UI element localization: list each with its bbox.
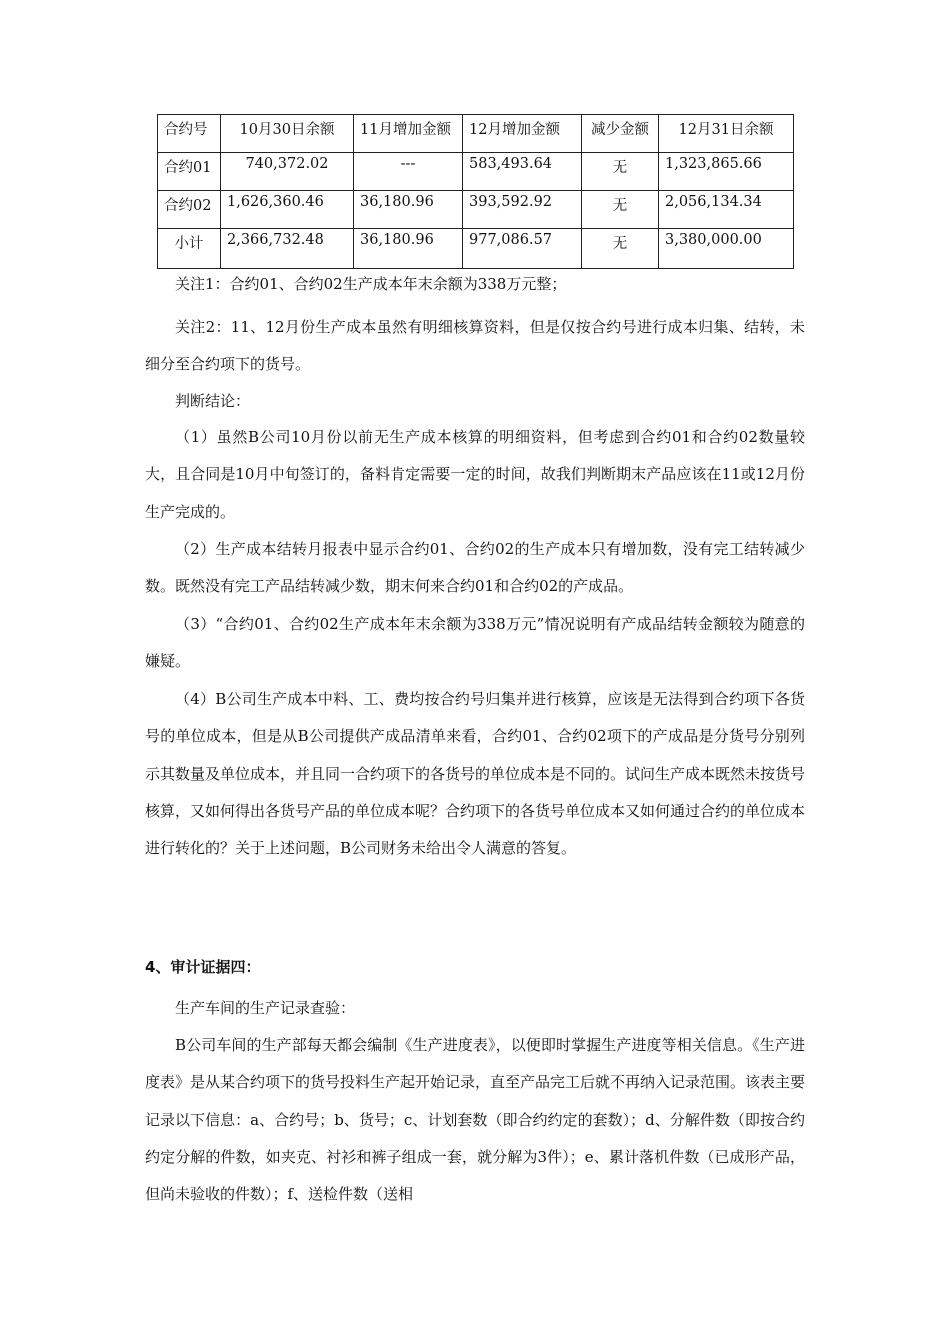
header-cell: 11月增加金额: [354, 115, 463, 153]
judgment-point-3: （3）“合约01、合约02生产成本年末余额为338万元”情况说明有产成品结转金额较为随意的嫌疑。: [145, 615, 805, 671]
table-header-row: [158, 115, 794, 153]
table-cell: 740,372.02: [221, 153, 354, 191]
table-cell: 无: [582, 229, 659, 269]
table-cell: 36,180.96: [354, 191, 463, 229]
table-cell: 3,380,000.00: [659, 229, 794, 269]
table-cell: 393,592.92: [463, 191, 582, 229]
table-cell: 2,056,134.34: [659, 191, 794, 229]
section-paragraph: B公司车间的生产部每天都会编制《生产进度表》，以便即时掌握生产进度等相关信息。《生产进度表》是从某合约项下的货号投料生产起开始记录，直至产品完工后就不再纳入记录范围。该表主要记录以下信息：a、合约号；b、货号；c、计划套数（即合约约定的套数）；d、分解件数（即按合约约定分解的件数，如夹克、衬衫和裤子组成一套，就分解为3件）；e、累计落机件数（已成形产品，但尚未验收的件数）；f、送检件数（送相: [145, 1036, 806, 1204]
table-cell: 36,180.96: [354, 229, 463, 269]
table-cell: 977,086.57: [463, 229, 582, 269]
judgment-point-1: （1）虽然B公司10月份以前无生产成本核算的明细资料，但考虑到合约01和合约02数量较大，且合同是10月中旬签订的，备料肯定需要一定的时间，故我们判断期末产品应该在11或12月份生产完成的。: [145, 428, 805, 521]
table-cell: 1,323,865.66: [659, 153, 794, 191]
judgment-point-4: （4）B公司生产成本中料、工、费均按合约号归集并进行核算，应该是无法得到合约项下各货号的单位成本，但是从B公司提供产成品清单来看，合约01、合约02项下的产成品是分货号分别列示其数量及单位成本，并且同一合约项下的各货号的单位成本是不同的。试问生产成本既然未按货号核算，又如何得出各货号产品的单位成本呢？合约项下的各货号单位成本又如何通过合约的单位成本进行转化的？关于上述问题，B公司财务未给出令人满意的答复。: [145, 690, 806, 858]
table-row: [158, 153, 794, 191]
table-cell: 合约01: [158, 153, 221, 191]
judgment-title: 判断结论：: [175, 392, 251, 410]
header-cell: 12月增加金额: [463, 115, 582, 153]
header-cell: 12月31日余额: [659, 115, 794, 153]
header-cell: 减少金额: [582, 115, 659, 153]
table-cell: 小计: [158, 229, 221, 269]
judgment-point-2: （2）生产成本结转月报表中显示合约01、合约02的生产成本只有增加数，没有完工结转减少数。既然没有完工产品结转减少数，期末何来合约01和合约02的产成品。: [145, 540, 805, 596]
note-1: 关注1：合约01、合约02生产成本年末余额为338万元整；: [175, 275, 567, 293]
header-cell: 合约号: [158, 115, 221, 153]
note-2: 关注2：11、12月份生产成本虽然有明细核算资料，但是仅按合约号进行成本归集、结转，未细分至合约项下的货号。: [145, 318, 805, 374]
section-subtitle: 生产车间的生产记录查验：: [175, 999, 356, 1017]
table-cell: 无: [582, 153, 659, 191]
table-cell: 583,493.64: [463, 153, 582, 191]
table-cell: ---: [354, 153, 463, 191]
section-heading: 4、审计证据四：: [145, 958, 261, 976]
cost-table: [157, 114, 794, 269]
table-cell: 1,626,360.46: [221, 191, 354, 229]
table-cell: 2,366,732.48: [221, 229, 354, 269]
table-row: [158, 229, 794, 269]
table-cell: 合约02: [158, 191, 221, 229]
header-cell: 10月30日余额: [221, 115, 354, 153]
table-cell: 无: [582, 191, 659, 229]
table-row: [158, 191, 794, 229]
